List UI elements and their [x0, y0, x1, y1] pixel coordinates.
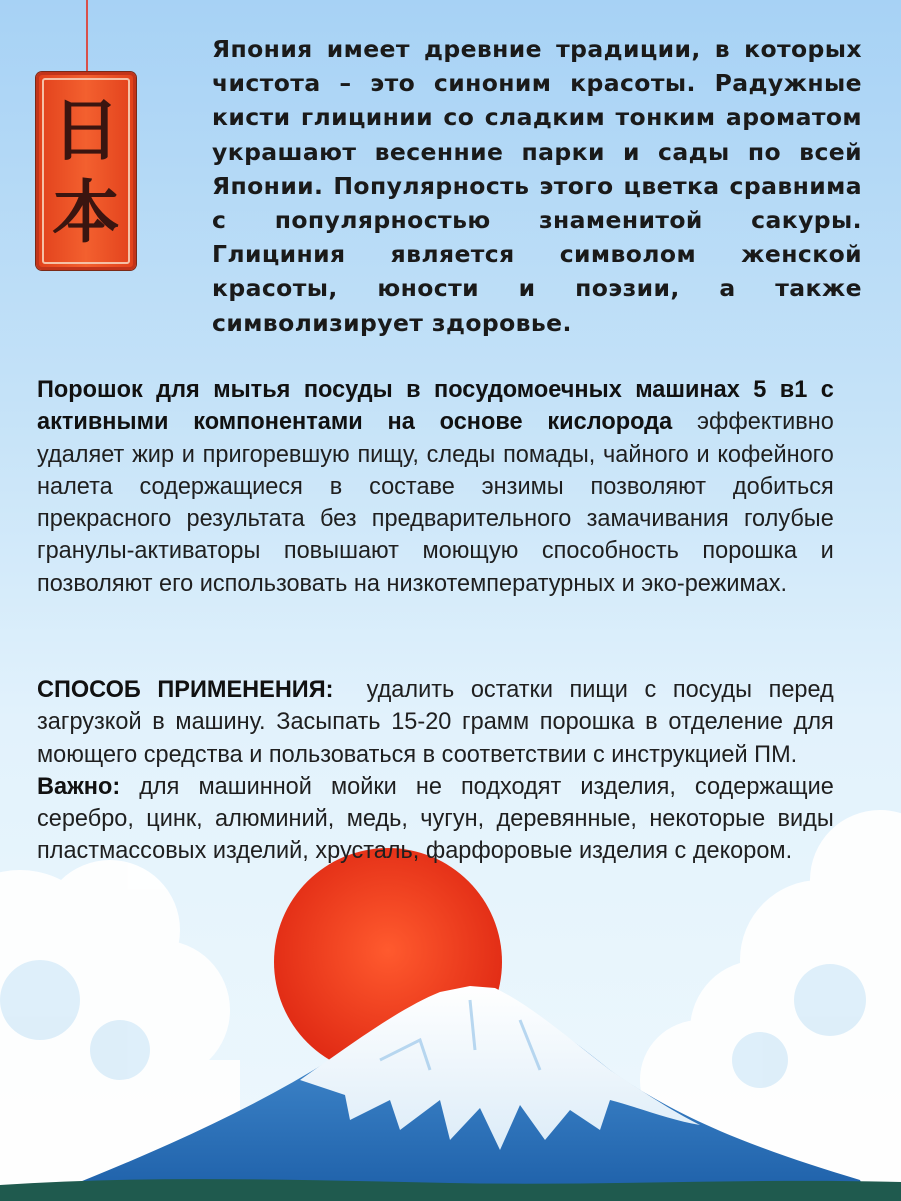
important-label: Важно:	[37, 772, 121, 800]
product-description	[37, 374, 834, 600]
usage-label: СПОСОБ ПРИМЕНЕНИЯ:	[37, 676, 334, 703]
japan-kanji: 日本	[51, 91, 120, 253]
usage-section	[37, 674, 841, 868]
intro-paragraph: Япония имеет древние традиции, в которых чистота – это синоним красоты. Радужные кисти глицинии со сладким тонким ароматом украшают весенние парки и сады по всей Японии. Популярность этого цветка сравнима с популярностью знаменитой сакуры. Глициния является символом женской красоты, юности и поэзии, а также символизирует здоровье.	[212, 35, 862, 337]
lantern-string	[86, 0, 88, 76]
japan-lantern	[36, 72, 136, 270]
usage-text: удалить остатки пищи с посуды перед загрузкой в машину. Засыпать 15-20 грамм порошка в отделение для моющего средства и пользоваться в соответствии с инструкцией ПМ.	[37, 676, 841, 768]
product-title: Порошок для мытья посуды в посудомоечных машинах 5 в1 с активными компонентами на основе кислорода	[37, 376, 834, 436]
important-text: для машинной мойки не подходят изделия, содержащие серебро, цинк, алюминий, медь, чугун, деревянные, некоторые виды пластмассовых изделий, хрусталь, фарфоровые изделия с декором.	[37, 772, 834, 865]
product-description-text: эффективно удаляет жир и пригоревшую пищу, следы помады, чайного и кофейного налета содержащиеся в составе энзимы позволяют добиться прекрасного результата без предварительного замачивания голубые гранулы-активаторы повышают моющую способность порошка и позволяют его использовать на низкотемпературных и эко-режимах.	[37, 408, 834, 597]
